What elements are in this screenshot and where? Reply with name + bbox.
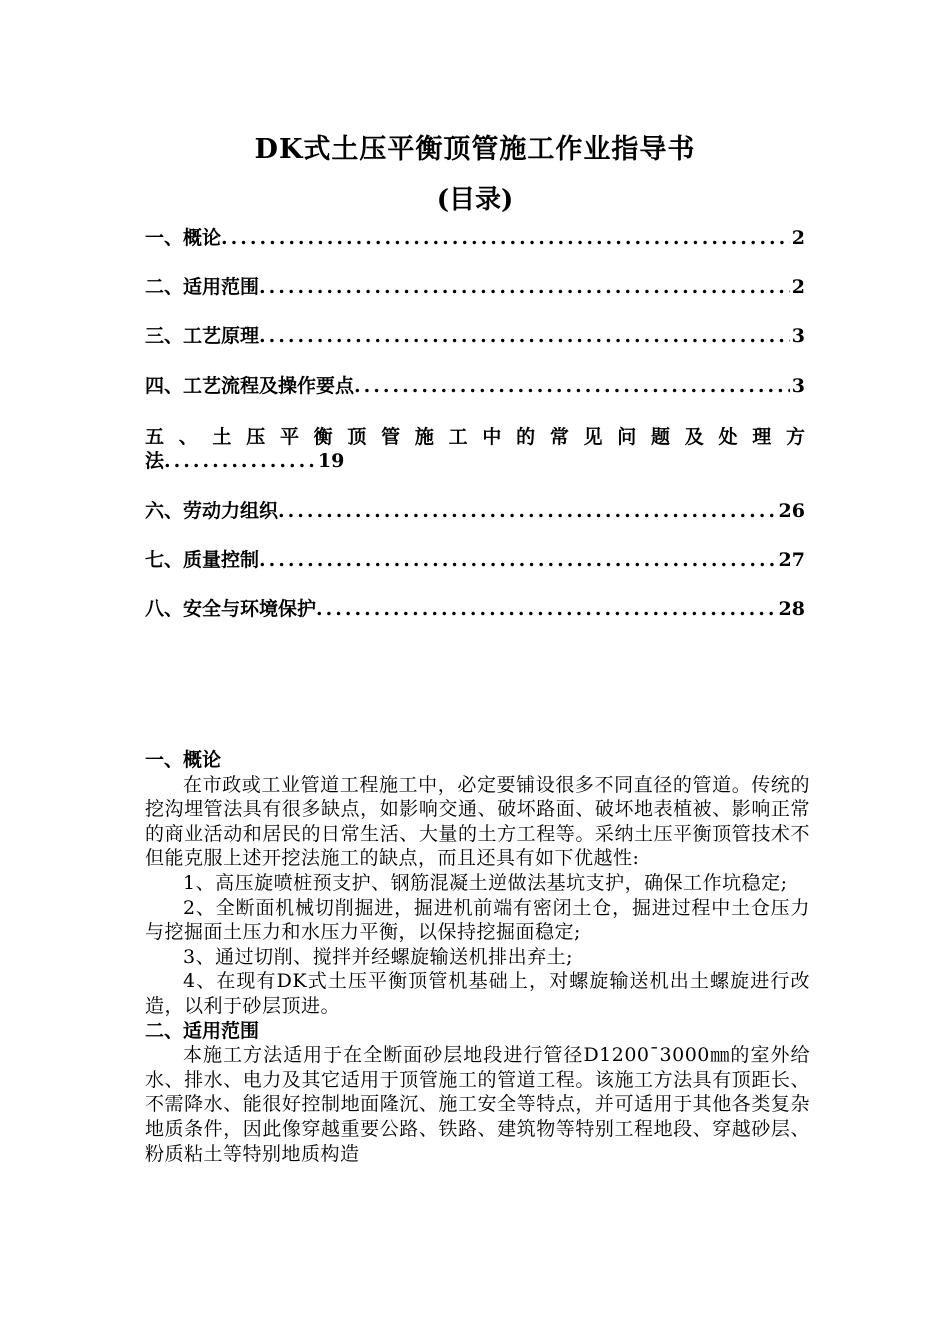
toc-entry-page: 2 <box>791 227 805 249</box>
toc-entry-label: 七、质量控制 <box>145 549 260 571</box>
toc-entry[interactable] <box>145 548 805 572</box>
toc-entry-page: 26 <box>778 500 805 522</box>
toc-leader-dots <box>259 324 790 348</box>
toc-entry-page: 19 <box>317 450 345 472</box>
document-body <box>145 748 810 1166</box>
toc-entry[interactable] <box>145 597 805 621</box>
toc-leader-dots <box>259 275 790 299</box>
toc-entry-label: 六、劳动力组织 <box>145 500 279 522</box>
paragraph: 本施工方法适用于在全断面砂层地段进行管径D1200¯3000㎜的室外给水、排水、电力及其它适用于顶管施工的管道工程。该施工方法具有顶距长、不需降水、能很好控制地面隆沉、施工安全等特点，并可适用于其他各类复杂地质条件，因此像穿越重要公路、铁路、建筑物等特别工程地段、穿越砂层、粉质粘土等特别地质构造 <box>145 1044 810 1165</box>
toc-entry-label: 三、工艺原理 <box>145 325 260 347</box>
section-heading: 二、适用范围 <box>145 1019 260 1042</box>
toc-entry-label-line1: 五 、 土 压 平 衡 顶 管 施 工 中 的 常 见 问 题 及 处 理 方 <box>145 426 805 448</box>
toc-entry[interactable] <box>145 499 805 523</box>
toc-entry-label-line2: 法 ................ 19 <box>145 450 345 472</box>
paragraph: 3、通过切削、搅拌并经螺旋输送机排出弃土; <box>183 945 573 968</box>
toc-leader-dots <box>316 597 777 621</box>
paragraph: 2、全断面机械切削掘进，掘进机前端有密闭土仓，掘进过程中土仓压力与挖掘面土压力和水压力平衡，以保持挖掘面稳定; <box>145 896 810 944</box>
toc-entry-page: 28 <box>778 598 805 620</box>
toc-leader-dots <box>221 226 790 250</box>
toc-entry-page: 3 <box>791 325 805 347</box>
toc-entry-page: 2 <box>791 276 805 298</box>
toc-leader-dots <box>259 548 777 572</box>
section-heading: 一、概论 <box>145 749 222 771</box>
paragraph: 1、高压旋喷桩预支护、钢筋混凝土逆做法基坑支护，确保工作坑稳定; <box>183 871 788 894</box>
paragraph: 在市政或工业管道工程施工中，必定要铺设很多不同直径的管道。传统的挖沟埋管法具有很多缺点，如影响交通、破坏路面、破坏地表植被、影响正常的商业活动和居民的日常生活、大量的土方工程等。采纳土压平衡顶管技术不但能克服上述开挖法施工的缺点，而且还具有如下优越性: <box>145 773 810 870</box>
toc-entry-page: 3 <box>791 375 805 397</box>
toc-entry-label: 四、工艺流程及操作要点 <box>145 375 355 397</box>
document-title: DK式土压平衡顶管施工作业指导书 <box>254 134 696 165</box>
toc-entry[interactable] <box>145 425 805 473</box>
toc-entry-label: 一、概论 <box>145 227 222 249</box>
paragraph: 4、在现有DK式土压平衡顶管机基础上，对螺旋输送机出土螺旋进行改造，以利于砂层顶进。 <box>145 970 810 1017</box>
toc-entry-label: 八、安全与环境保护 <box>145 598 317 620</box>
toc-entry[interactable] <box>145 374 805 398</box>
toc-subtitle: (目录) <box>436 185 514 215</box>
toc-leader-dots <box>278 499 777 523</box>
toc-entry-label: 二、适用范围 <box>145 276 260 298</box>
toc-entry[interactable] <box>145 275 805 299</box>
toc-entry[interactable] <box>145 226 805 250</box>
toc-entry-page: 27 <box>778 549 805 571</box>
toc-entry[interactable] <box>145 324 805 348</box>
toc-leader-dots: ................ <box>164 450 318 472</box>
toc-leader-dots <box>354 374 790 398</box>
